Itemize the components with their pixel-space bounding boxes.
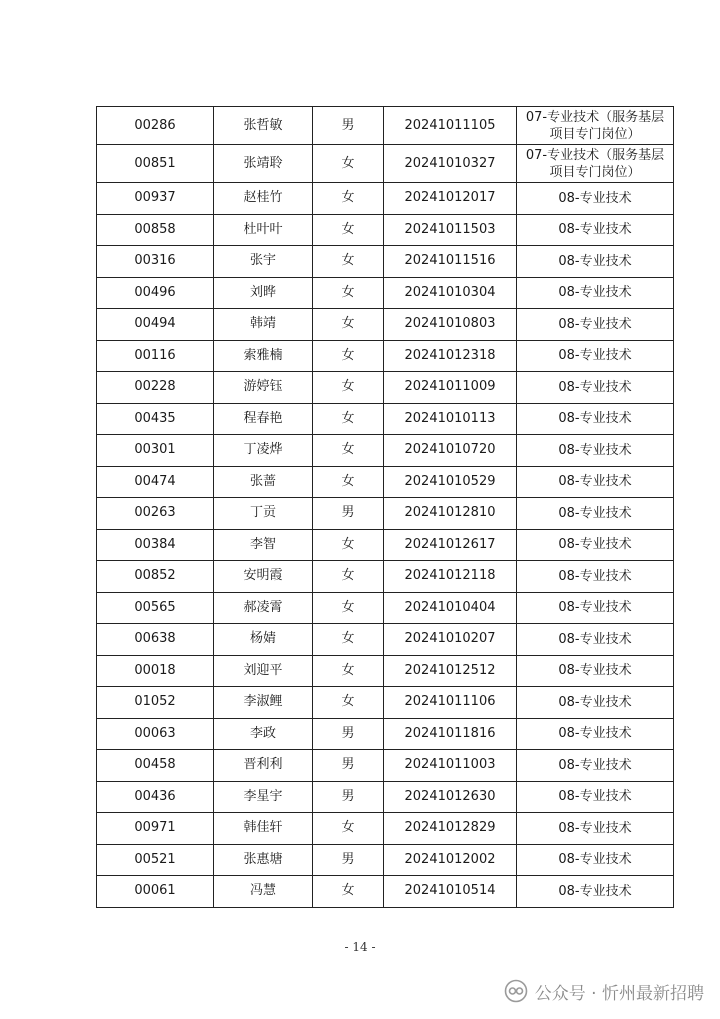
exam-ticket-cell: 20241012829 [384, 813, 517, 845]
candidate-number-cell: 00061 [97, 876, 214, 908]
candidate-sex-cell: 女 [313, 529, 384, 561]
candidate-number-cell: 00496 [97, 277, 214, 309]
table-row [97, 107, 674, 145]
position-cell [517, 813, 674, 845]
candidate-name-cell: 游婷钰 [214, 372, 313, 404]
position-cell [517, 309, 674, 341]
candidate-name-cell: 李淑鲤 [214, 687, 313, 719]
position-text: 08-专业技术 [558, 253, 632, 269]
candidate-sex-cell: 女 [313, 214, 384, 246]
exam-ticket-cell: 20241012512 [384, 655, 517, 687]
candidate-sex-cell: 女 [313, 813, 384, 845]
position-text: 08-专业技术 [558, 222, 632, 238]
candidate-name-cell: 张蔷 [214, 466, 313, 498]
position-cell [517, 183, 674, 215]
position-text: 08-专业技术 [558, 568, 632, 584]
exam-ticket-cell: 20241012630 [384, 781, 517, 813]
candidate-name-cell: 杨婧 [214, 624, 313, 656]
position-text: 07-专业技术（服务基层项目专门岗位） [525, 109, 665, 142]
candidate-number-cell: 00852 [97, 561, 214, 593]
candidate-number-cell: 00018 [97, 655, 214, 687]
candidate-name-cell: 韩靖 [214, 309, 313, 341]
position-text: 08-专业技术 [558, 411, 632, 427]
candidate-number-cell: 00286 [97, 107, 214, 145]
table-row [97, 403, 674, 435]
candidate-name-cell: 李智 [214, 529, 313, 561]
table-row [97, 246, 674, 278]
candidate-sex-cell: 男 [313, 781, 384, 813]
position-cell [517, 498, 674, 530]
position-cell [517, 876, 674, 908]
position-cell [517, 781, 674, 813]
position-cell [517, 750, 674, 782]
position-cell [517, 246, 674, 278]
candidate-sex-cell: 女 [313, 624, 384, 656]
candidate-name-cell: 丁凌烨 [214, 435, 313, 467]
exam-ticket-cell: 20241011106 [384, 687, 517, 719]
position-text: 08-专业技术 [558, 757, 632, 773]
exam-ticket-cell: 20241011009 [384, 372, 517, 404]
position-text: 08-专业技术 [558, 316, 632, 332]
position-text: 08-专业技术 [558, 789, 632, 805]
candidate-number-cell: 00858 [97, 214, 214, 246]
position-cell [517, 561, 674, 593]
candidate-table [96, 106, 674, 908]
candidate-number-cell: 00937 [97, 183, 214, 215]
table-row [97, 781, 674, 813]
position-text: 08-专业技术 [558, 820, 632, 836]
position-text: 08-专业技术 [558, 694, 632, 710]
position-cell [517, 372, 674, 404]
table-row [97, 813, 674, 845]
position-text: 08-专业技术 [558, 505, 632, 521]
candidate-sex-cell: 女 [313, 246, 384, 278]
position-text: 08-专业技术 [558, 852, 632, 868]
candidate-sex-cell: 女 [313, 435, 384, 467]
position-cell [517, 340, 674, 372]
candidate-number-cell: 00228 [97, 372, 214, 404]
candidate-sex-cell: 女 [313, 687, 384, 719]
table-row [97, 687, 674, 719]
candidate-name-cell: 张宇 [214, 246, 313, 278]
candidate-number-cell: 00638 [97, 624, 214, 656]
candidate-number-cell: 00851 [97, 145, 214, 183]
position-cell [517, 718, 674, 750]
position-text: 08-专业技术 [558, 663, 632, 679]
position-cell [517, 529, 674, 561]
candidate-sex-cell: 男 [313, 107, 384, 145]
position-text: 08-专业技术 [558, 379, 632, 395]
position-cell [517, 107, 674, 145]
table-row [97, 277, 674, 309]
candidate-sex-cell: 男 [313, 750, 384, 782]
candidate-name-cell: 张靖聆 [214, 145, 313, 183]
exam-ticket-cell: 20241011503 [384, 214, 517, 246]
table-row [97, 718, 674, 750]
position-cell [517, 145, 674, 183]
table-row [97, 592, 674, 624]
table-row [97, 435, 674, 467]
exam-ticket-cell: 20241010113 [384, 403, 517, 435]
exam-ticket-cell: 20241010529 [384, 466, 517, 498]
table-row [97, 372, 674, 404]
candidate-name-cell: 张惠塘 [214, 844, 313, 876]
position-cell [517, 592, 674, 624]
position-cell [517, 435, 674, 467]
candidate-name-cell: 李星宇 [214, 781, 313, 813]
position-text: 08-专业技术 [558, 474, 632, 490]
position-cell [517, 687, 674, 719]
watermark-text: 公众号 · 忻州最新招聘 [534, 983, 704, 1004]
candidate-sex-cell: 女 [313, 277, 384, 309]
position-cell [517, 655, 674, 687]
candidate-name-cell: 杜叶叶 [214, 214, 313, 246]
table-row [97, 498, 674, 530]
table-row [97, 214, 674, 246]
table-row [97, 309, 674, 341]
candidate-name-cell: 丁贡 [214, 498, 313, 530]
candidate-sex-cell: 女 [313, 183, 384, 215]
exam-ticket-cell: 20241010304 [384, 277, 517, 309]
table-row [97, 655, 674, 687]
exam-ticket-cell: 20241011003 [384, 750, 517, 782]
candidate-table-body [97, 107, 674, 908]
candidate-number-cell: 00063 [97, 718, 214, 750]
candidate-sex-cell: 女 [313, 145, 384, 183]
table-row [97, 561, 674, 593]
position-text: 08-专业技术 [558, 631, 632, 647]
table-row [97, 183, 674, 215]
exam-ticket-cell: 20241010327 [384, 145, 517, 183]
table-row [97, 340, 674, 372]
table-row [97, 529, 674, 561]
candidate-name-cell: 冯慧 [214, 876, 313, 908]
candidate-name-cell: 刘晔 [214, 277, 313, 309]
position-cell [517, 214, 674, 246]
candidate-number-cell: 00436 [97, 781, 214, 813]
candidate-name-cell: 安明霞 [214, 561, 313, 593]
position-text: 08-专业技术 [558, 285, 632, 301]
table-row [97, 844, 674, 876]
candidate-number-cell: 00301 [97, 435, 214, 467]
exam-ticket-cell: 20241010720 [384, 435, 517, 467]
candidate-number-cell: 00435 [97, 403, 214, 435]
candidate-name-cell: 韩佳轩 [214, 813, 313, 845]
candidate-number-cell: 00971 [97, 813, 214, 845]
exam-ticket-cell: 20241011516 [384, 246, 517, 278]
candidate-name-cell: 郝凌霄 [214, 592, 313, 624]
candidate-number-cell: 00263 [97, 498, 214, 530]
candidate-sex-cell: 男 [313, 498, 384, 530]
candidate-number-cell: 00565 [97, 592, 214, 624]
candidate-sex-cell: 女 [313, 561, 384, 593]
exam-ticket-cell: 20241012318 [384, 340, 517, 372]
exam-ticket-cell: 20241012617 [384, 529, 517, 561]
candidate-sex-cell: 女 [313, 655, 384, 687]
candidate-name-cell: 刘迎平 [214, 655, 313, 687]
candidate-number-cell: 00474 [97, 466, 214, 498]
candidate-sex-cell: 女 [313, 466, 384, 498]
exam-ticket-cell: 20241012118 [384, 561, 517, 593]
table-row [97, 624, 674, 656]
candidate-name-cell: 程春艳 [214, 403, 313, 435]
candidate-number-cell: 00116 [97, 340, 214, 372]
candidate-sex-cell: 女 [313, 340, 384, 372]
candidate-sex-cell: 女 [313, 309, 384, 341]
position-cell [517, 403, 674, 435]
candidate-sex-cell: 女 [313, 592, 384, 624]
table-row [97, 750, 674, 782]
candidate-number-cell: 00494 [97, 309, 214, 341]
document-page [96, 106, 665, 908]
exam-ticket-cell: 20241011105 [384, 107, 517, 145]
position-text: 08-专业技术 [558, 348, 632, 364]
candidate-name-cell: 索雅楠 [214, 340, 313, 372]
position-text: 08-专业技术 [558, 190, 632, 206]
exam-ticket-cell: 20241012017 [384, 183, 517, 215]
exam-ticket-cell: 20241010514 [384, 876, 517, 908]
position-text: 08-专业技术 [558, 537, 632, 553]
candidate-name-cell: 晋利利 [214, 750, 313, 782]
exam-ticket-cell: 20241010207 [384, 624, 517, 656]
position-cell [517, 624, 674, 656]
candidate-sex-cell: 男 [313, 844, 384, 876]
table-row [97, 466, 674, 498]
candidate-name-cell: 张哲敏 [214, 107, 313, 145]
watermark [503, 975, 704, 1007]
candidate-sex-cell: 女 [313, 403, 384, 435]
position-cell [517, 277, 674, 309]
table-row [97, 876, 674, 908]
candidate-sex-cell: 男 [313, 718, 384, 750]
candidate-number-cell: 00316 [97, 246, 214, 278]
candidate-name-cell: 李政 [214, 718, 313, 750]
candidate-sex-cell: 女 [313, 876, 384, 908]
page-number: - 14 - [344, 940, 376, 954]
position-text: 07-专业技术（服务基层项目专门岗位） [525, 147, 665, 180]
exam-ticket-cell: 20241010803 [384, 309, 517, 341]
position-text: 08-专业技术 [558, 883, 632, 899]
candidate-number-cell: 01052 [97, 687, 214, 719]
exam-ticket-cell: 20241012002 [384, 844, 517, 876]
candidate-number-cell: 00384 [97, 529, 214, 561]
position-cell [517, 466, 674, 498]
position-cell [517, 844, 674, 876]
exam-ticket-cell: 20241010404 [384, 592, 517, 624]
wechat-official-account-icon [503, 979, 529, 1003]
exam-ticket-cell: 20241012810 [384, 498, 517, 530]
candidate-number-cell: 00458 [97, 750, 214, 782]
position-text: 08-专业技术 [558, 600, 632, 616]
candidate-name-cell: 赵桂竹 [214, 183, 313, 215]
position-text: 08-专业技术 [558, 442, 632, 458]
candidate-number-cell: 00521 [97, 844, 214, 876]
table-row [97, 145, 674, 183]
position-text: 08-专业技术 [558, 726, 632, 742]
candidate-sex-cell: 女 [313, 372, 384, 404]
exam-ticket-cell: 20241011816 [384, 718, 517, 750]
